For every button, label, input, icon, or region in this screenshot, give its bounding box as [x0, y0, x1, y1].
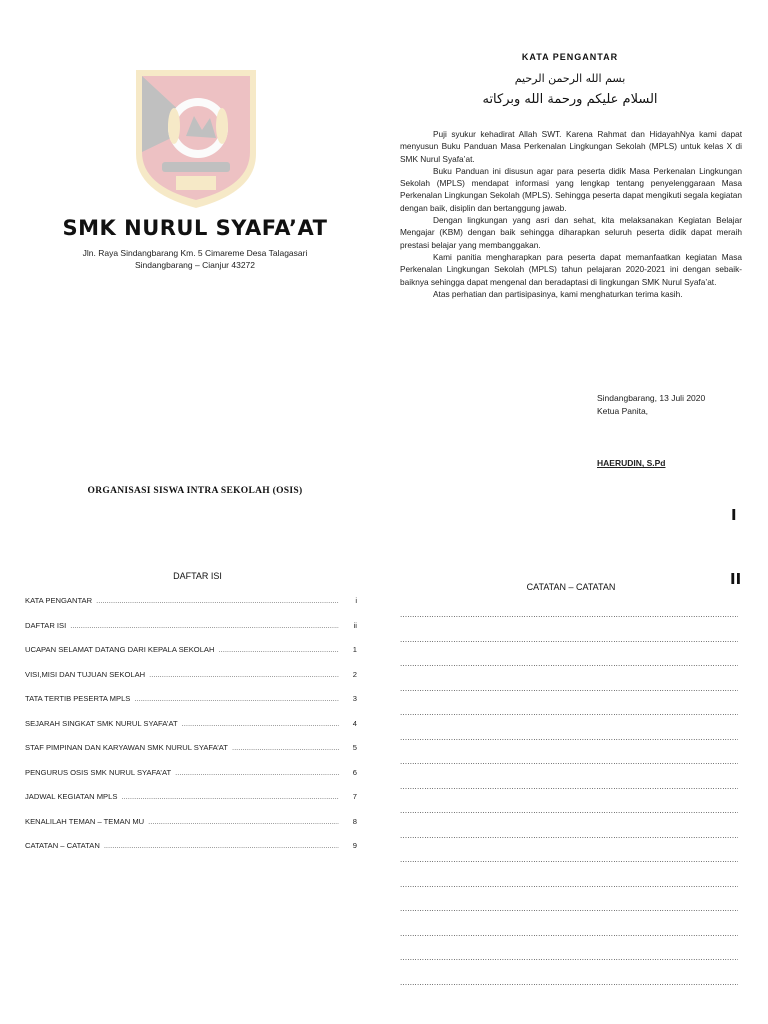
toc-item-label: VISI,MISI DAN TUJUAN SEKOLAH: [25, 669, 146, 679]
school-address-line1: Jln. Raya Sindangbarang Km. 5 Cimareme Desa Talagasari: [82, 248, 308, 258]
shield-emblem-icon: [132, 66, 260, 212]
osis-title: ORGANISASI SISWA INTRA SEKOLAH (OSIS): [87, 486, 303, 496]
toc-item-page: 5: [352, 743, 357, 752]
basmalah-text: بسم الله الرحمن الرحيم: [514, 72, 626, 85]
toc-item-page: 2: [352, 669, 357, 679]
toc-leader-dots: [149, 670, 339, 679]
note-line[interactable]: [400, 904, 738, 929]
toc-item-label: KATA PENGANTAR: [25, 596, 93, 605]
note-line[interactable]: [400, 806, 738, 831]
signature-place-date: Sindangbarang, 13 Juli 2020: [597, 393, 706, 403]
toc-leader-dots: [121, 792, 339, 801]
toc-item[interactable]: [25, 841, 357, 866]
school-address-line2: Sindangbarang – Cianjur 43272: [134, 260, 256, 270]
toc-item-label: PENGURUS OSIS SMK NURUL SYAFA’AT: [25, 767, 172, 777]
toc-leader-dots: [134, 694, 339, 703]
toc-leader-dots: [175, 768, 339, 777]
toc-item-page: 6: [352, 767, 357, 777]
salam-text: السلام عليكم ورحمة الله وبركاته: [482, 92, 658, 107]
toc-leader-dots: [182, 719, 339, 728]
toc-item[interactable]: [25, 743, 357, 768]
school-name: SMK NURUL SYAFA’AT: [62, 216, 328, 240]
toc-item-page: 8: [352, 816, 357, 826]
note-line[interactable]: [400, 978, 738, 1003]
toc-item-label: CATATAN – CATATAN: [25, 841, 100, 850]
note-line[interactable]: [400, 659, 738, 684]
kata-pengantar-paragraph: Kami panitia mengharapkan para peserta dapat memanfaatkan kegiatan Masa Perkenalan Lingkungan Sekolah (MPLS) tahun pelajaran 2020-2021 ini dengan sebaik-baiknya sehingga dapat mengenal dan beradaptasi di lingkungan SMK Nurul Syafa’at.: [400, 251, 742, 287]
note-line[interactable]: [400, 733, 738, 758]
catatan-lines: [400, 610, 738, 1002]
catatan-title: CATATAN – CATATAN: [526, 582, 616, 592]
toc-item-page: 4: [352, 718, 357, 728]
toc-item-page: i: [355, 596, 357, 605]
note-line[interactable]: [400, 831, 738, 856]
note-line[interactable]: [400, 855, 738, 880]
note-line[interactable]: [400, 929, 738, 954]
kata-pengantar-title: KATA PENGANTAR: [521, 52, 619, 62]
toc-leader-dots: [232, 743, 339, 752]
note-line[interactable]: [400, 635, 738, 660]
note-line[interactable]: [400, 684, 738, 709]
toc-item[interactable]: [25, 792, 357, 817]
kata-pengantar-paragraph: Atas perhatian dan partisipasinya, kami menghaturkan terima kasih.: [433, 288, 683, 299]
toc-item-page: 1: [352, 645, 357, 654]
table-of-contents: [25, 596, 357, 866]
kata-pengantar-paragraph: Dengan lingkungan yang asri dan sehat, kita melaksanakan Kegiatan Belajar Mengajar (KBM) dengan baik sehingga diharapkan seluruh peserta didik dapat meraih prestasi belajar yang membanggakan.: [400, 215, 742, 250]
toc-item-page: ii: [353, 620, 357, 630]
note-line[interactable]: [400, 880, 738, 905]
toc-item-label: UCAPAN SELAMAT DATANG DARI KEPALA SEKOLAH: [25, 645, 215, 654]
note-line[interactable]: [400, 953, 738, 978]
toc-item[interactable]: [25, 645, 357, 670]
toc-item[interactable]: [25, 621, 357, 646]
toc-item[interactable]: [25, 596, 357, 621]
kata-pengantar-paragraph: Puji syukur kehadirat Allah SWT. Karena Rahmat dan HidayahNya kami dapat menyusun Buku Panduan Masa Perkenalan Lingkungan Sekolah (MPLS) untuk kelas X di SMK Nurul Syafa’at.: [400, 129, 742, 164]
toc-item[interactable]: [25, 670, 357, 695]
toc-leader-dots: [148, 817, 339, 826]
toc-item-label: DAFTAR ISI: [25, 620, 67, 630]
toc-leader-dots: [70, 621, 339, 630]
note-line[interactable]: [400, 610, 738, 635]
note-line[interactable]: [400, 757, 738, 782]
note-line[interactable]: [400, 708, 738, 733]
signature-role: Ketua Panita,: [597, 406, 649, 416]
toc-item-page: 3: [352, 694, 357, 703]
toc-leader-dots: [218, 645, 339, 654]
toc-item-page: 7: [352, 792, 357, 801]
school-logo: [132, 66, 260, 212]
toc-item-label: KENALILAH TEMAN – TEMAN MU: [25, 816, 145, 826]
note-line[interactable]: [400, 782, 738, 807]
toc-item-label: JADWAL KEGIATAN MPLS: [25, 792, 118, 801]
toc-item-label: STAF PIMPINAN DAN KARYAWAN SMK NURUL SYAFA’AT: [25, 743, 228, 752]
toc-leader-dots: [96, 596, 339, 605]
toc-leader-dots: [104, 841, 339, 850]
toc-item[interactable]: [25, 817, 357, 842]
kata-pengantar-body: [400, 128, 742, 300]
daftar-isi-title: DAFTAR ISI: [173, 571, 222, 581]
toc-item-label: TATA TERTIB PESERTA MPLS: [25, 694, 131, 703]
toc-item-page: 9: [352, 841, 357, 850]
toc-item[interactable]: [25, 694, 357, 719]
signature-name: HAERUDIN, S.Pd: [597, 458, 666, 468]
kata-pengantar-paragraph: Buku Panduan ini disusun agar para peserta didik Masa Perkenalan Lingkungan Sekolah (MPLS) mendapat informasi yang lengkap tentang penyelenggaraan Masa Perkenalan Lingkungan Sekolah (MPLS). Sehingga peserta dapat mengikuti segala kegiatan dengan baik, disiplin dan bertanggung jawab.: [400, 165, 742, 213]
toc-item[interactable]: [25, 768, 357, 793]
page-marker-i: I: [731, 506, 737, 524]
page-marker-ii: II: [730, 570, 742, 588]
toc-item[interactable]: [25, 719, 357, 744]
toc-item-label: SEJARAH SINGKAT SMK NURUL SYAFA’AT: [25, 718, 178, 728]
